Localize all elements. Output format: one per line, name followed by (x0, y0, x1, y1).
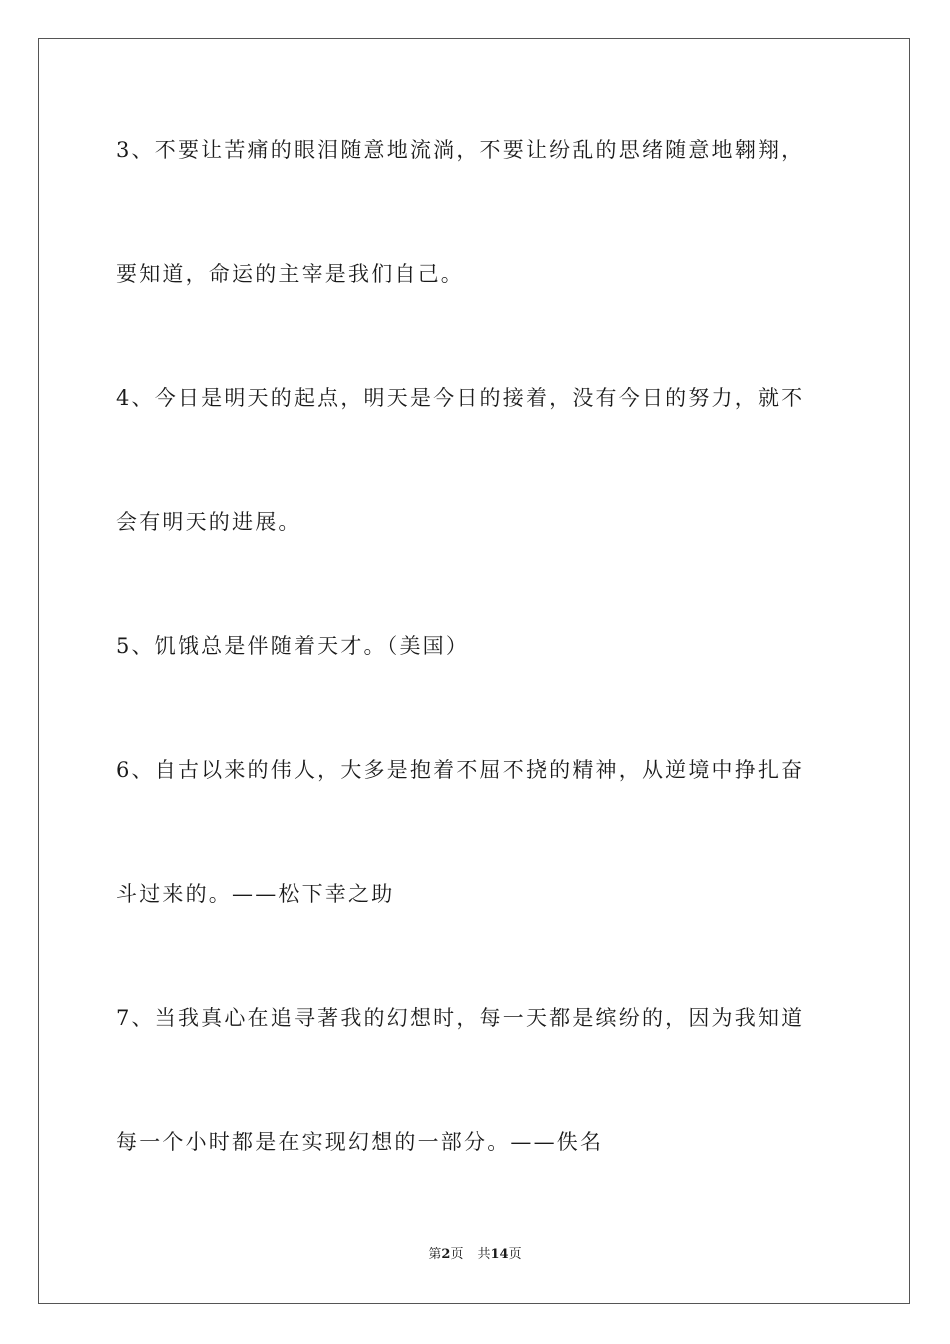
text-line-9: 每一个小时都是在实现幻想的一部分。——佚名 (116, 1130, 604, 1154)
text-line-3: 4、今日是明天的起点，明天是今日的接着，没有今日的努力，就不 (116, 386, 805, 410)
text-line-2: 要知道，命运的主宰是我们自己。 (116, 262, 464, 286)
text-line-5: 5、饥饿总是伴随着天才。（美国） (116, 634, 470, 658)
footer-page-prefix: 第 (428, 1247, 442, 1262)
page-border (38, 38, 910, 1304)
text-line-7: 斗过来的。——松下幸之助 (116, 882, 395, 906)
footer-page-current: 2 (441, 1247, 451, 1262)
footer-total-pages: 14 (490, 1247, 509, 1262)
text-line-6: 6、自古以来的伟人，大多是抱着不屈不挠的精神，从逆境中挣扎奋 (116, 758, 805, 782)
footer-total-prefix: 共 (477, 1247, 491, 1262)
text-line-8: 7、当我真心在追寻著我的幻想时，每一天都是缤纷的，因为我知道 (116, 1006, 805, 1030)
footer-page-suffix: 页 (450, 1247, 464, 1262)
text-line-4: 会有明天的进展。 (116, 510, 302, 534)
footer-total-suffix: 页 (508, 1247, 522, 1262)
page-footer (0, 1246, 950, 1264)
text-line-1: 3、不要让苦痛的眼泪随意地流淌，不要让纷乱的思绪随意地翱翔， (116, 138, 805, 162)
